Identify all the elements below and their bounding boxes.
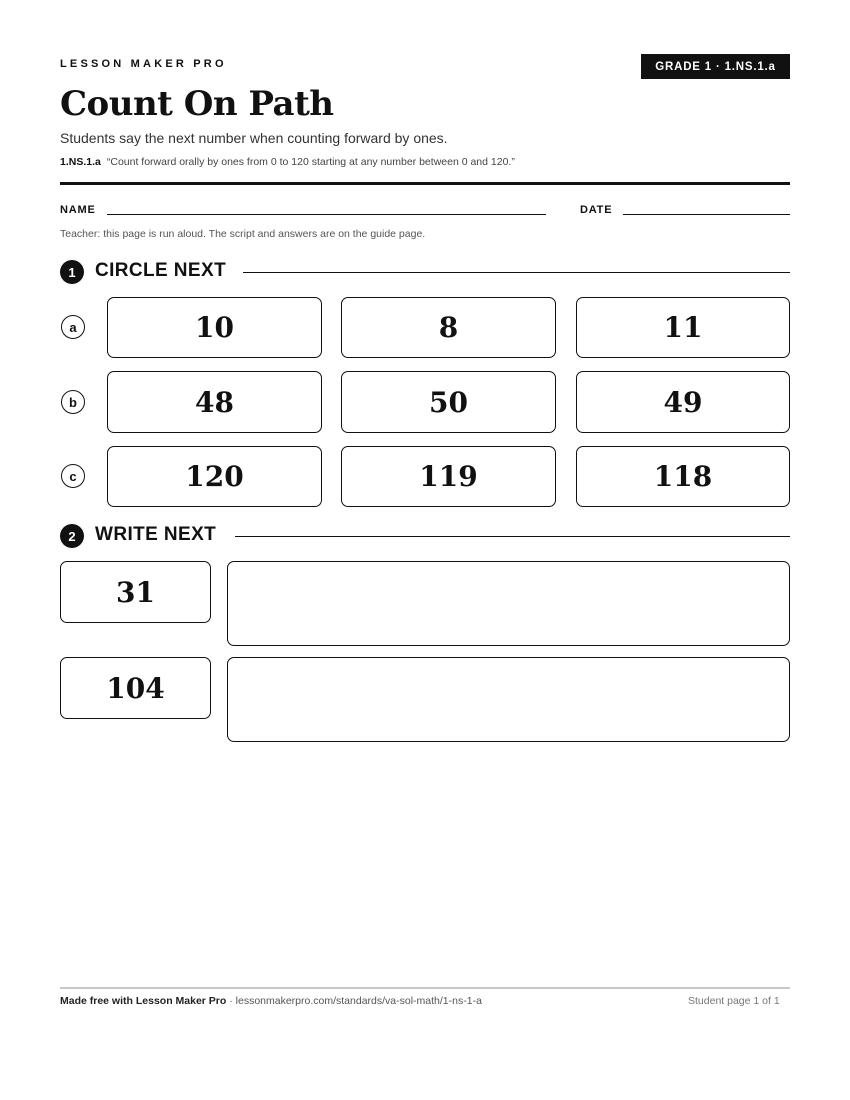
standard-text: “Count forward orally by ones from 0 to 120 starting at any number between 0 and 120.” — [106, 156, 515, 168]
page-title: Count On Path — [60, 84, 334, 124]
answer-choice[interactable]: 48 — [107, 371, 322, 433]
brand-name: LESSON MAKER PRO — [60, 58, 227, 70]
date-field[interactable] — [623, 214, 790, 215]
footer-made-with: Made free with Lesson Maker Pro — [60, 995, 227, 1007]
grade-badge: GRADE 1 · 1.NS.1.a — [641, 54, 790, 79]
answer-choice[interactable]: 120 — [107, 446, 322, 507]
footer-divider — [60, 987, 790, 989]
answer-write-box[interactable] — [227, 657, 790, 742]
page-subtitle: Students say the next number when counting forward by ones. — [60, 130, 448, 146]
row-label: b — [61, 390, 85, 414]
row-label: c — [61, 464, 85, 488]
answer-choice[interactable]: 119 — [341, 446, 556, 507]
answer-choice[interactable]: 50 — [341, 371, 556, 433]
name-field[interactable] — [107, 214, 546, 215]
header-divider — [60, 182, 790, 185]
section-title: WRITE NEXT — [95, 524, 217, 545]
section-title: CIRCLE NEXT — [95, 260, 227, 281]
start-number-box: 31 — [60, 561, 211, 623]
start-number-box: 104 — [60, 657, 211, 719]
section-number-badge: 1 — [60, 260, 84, 284]
footer-credit — [60, 995, 482, 1007]
teacher-note: Teacher: this page is run aloud. The script and answers are on the guide page. — [60, 228, 426, 240]
date-label: DATE — [580, 204, 613, 216]
footer-page-number: Student page 1 of 1 — [688, 995, 780, 1007]
answer-write-box[interactable] — [227, 561, 790, 646]
answer-choice[interactable]: 49 — [576, 371, 790, 433]
row-label: a — [61, 315, 85, 339]
section-number-badge: 2 — [60, 524, 84, 548]
answer-choice[interactable]: 118 — [576, 446, 790, 507]
section-divider — [235, 536, 790, 537]
answer-choice[interactable]: 10 — [107, 297, 322, 358]
standard-line — [60, 156, 515, 168]
section-divider — [243, 272, 790, 273]
standard-code: 1.NS.1.a — [60, 156, 101, 168]
name-label: NAME — [60, 204, 96, 216]
answer-choice[interactable]: 11 — [576, 297, 790, 358]
footer-url[interactable]: · lessonmakerpro.com/standards/va-sol-math/1-ns-1-a — [226, 995, 482, 1007]
answer-choice[interactable]: 8 — [341, 297, 556, 358]
